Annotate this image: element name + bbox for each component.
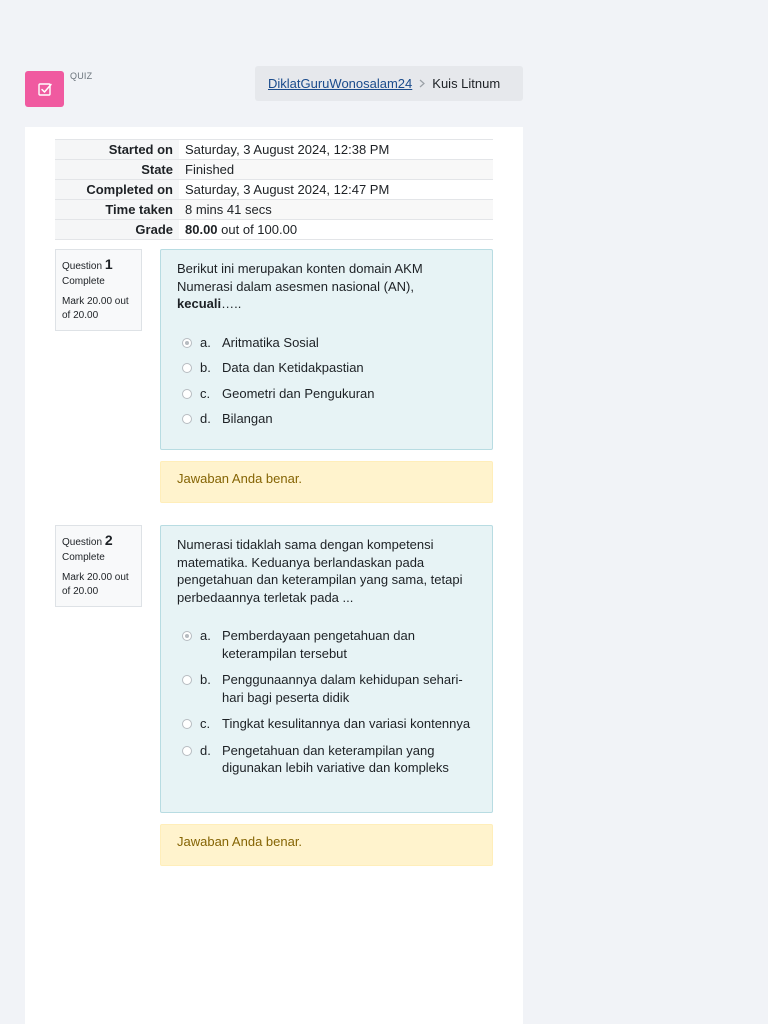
answer-letter: c. [200, 385, 211, 401]
question-content-2 [160, 525, 493, 813]
answer-text: Bilangan [222, 411, 273, 426]
summary-row [55, 180, 493, 200]
grade-suffix: out of 100.00 [221, 222, 298, 237]
answer-text: Pengetahuan dan keterampilan yang digunakan lebih variative dan kompleks [222, 742, 449, 775]
question-number [62, 256, 135, 272]
answer-option-a[interactable] [177, 627, 476, 662]
answer-option-b[interactable] [177, 671, 476, 706]
question-text [177, 260, 476, 313]
question-text-main: Berikut ini merupakan konten domain AKM Numerasi dalam asesmen nasional (AN), [177, 261, 423, 294]
summary-label: Started on [55, 140, 179, 160]
answer-text: Geometri dan Pengukuran [222, 385, 375, 401]
chevron-right-icon [419, 79, 425, 88]
summary-value: Finished [179, 160, 493, 180]
question-number-value: 1 [104, 256, 113, 272]
answer-letter: d. [200, 742, 211, 758]
summary-value: 8 mins 41 secs [179, 200, 493, 220]
answer-letter: b. [200, 360, 211, 375]
radio-unselected[interactable] [182, 414, 192, 424]
question-number [62, 532, 135, 548]
answer-letter: b. [200, 672, 211, 687]
answer-text: Pemberdayaan pengetahuan dan keterampilan tersebut [222, 628, 415, 661]
feedback-correct-2: Jawaban Anda benar. [160, 824, 493, 866]
question-label: Question [62, 537, 103, 548]
summary-row [55, 140, 493, 160]
summary-value: Saturday, 3 August 2024, 12:38 PM [185, 142, 390, 157]
question-info-1 [55, 249, 142, 331]
answer-option-c[interactable] [177, 385, 476, 403]
question-mark: Mark 20.00 out of 20.00 [62, 296, 129, 321]
breadcrumb-course-link[interactable]: DiklatGuruWonosalam24 [268, 76, 413, 91]
radio-selected[interactable] [182, 338, 192, 348]
answer-text: Penggunaannya dalam kehidupan sehari-hari bagi peserta didik [222, 672, 463, 705]
question-state: Complete [62, 552, 105, 563]
summary-row [55, 160, 493, 180]
question-label: Question [62, 261, 103, 272]
radio-unselected[interactable] [182, 675, 192, 685]
answer-letter: d. [200, 411, 211, 426]
radio-selected[interactable] [182, 631, 192, 641]
summary-label: Completed on [55, 180, 179, 200]
question-text: Numerasi tidaklah sama dengan kompetensi matematika. Keduanya berlandaskan pada pengetahuan dan keterampilan yang sama, tetapi perbedaannya terletak pada ... [177, 537, 463, 605]
feedback-correct-1: Jawaban Anda benar. [160, 461, 493, 503]
module-type-label: QUIZ [70, 71, 93, 81]
summary-row-grade [55, 220, 493, 240]
answer-option-d[interactable] [177, 742, 476, 777]
attempt-summary-table [55, 139, 493, 240]
radio-unselected[interactable] [182, 389, 192, 399]
answer-option-b[interactable] [177, 359, 476, 377]
question-text-tail: ….. [221, 296, 242, 311]
question-info-2 [55, 525, 142, 607]
answer-option-a[interactable] [177, 334, 476, 352]
question-number-value: 2 [104, 532, 113, 548]
answer-letter: a. [200, 628, 211, 643]
answer-letter: a. [200, 334, 211, 350]
answer-text: Data dan Ketidakpastian [222, 360, 364, 375]
question-state: Complete [62, 276, 105, 287]
question-content-1 [160, 249, 493, 450]
radio-unselected[interactable] [182, 719, 192, 729]
breadcrumb [255, 66, 523, 101]
grade-score: 80.00 [185, 222, 218, 237]
answer-letter: c. [200, 716, 211, 731]
question-mark: Mark 20.00 out of 20.00 [62, 572, 129, 597]
summary-value: Saturday, 3 August 2024, 12:47 PM [185, 182, 390, 197]
summary-label: Time taken [55, 200, 179, 220]
grade-label: Grade [55, 220, 179, 240]
summary-row [55, 200, 493, 220]
quiz-check-icon [25, 71, 64, 107]
answer-option-d[interactable] [177, 410, 476, 428]
answer-option-c[interactable] [177, 715, 476, 733]
answer-text: Aritmatika Sosial [222, 334, 319, 350]
radio-unselected[interactable] [182, 746, 192, 756]
summary-label: State [55, 160, 179, 180]
radio-unselected[interactable] [182, 363, 192, 373]
question-text-bold: kecuali [177, 296, 222, 311]
grade-value [179, 220, 493, 240]
answer-text: Tingkat kesulitannya dan variasi kontennya [222, 716, 471, 731]
breadcrumb-current: Kuis Litnum [432, 76, 501, 91]
